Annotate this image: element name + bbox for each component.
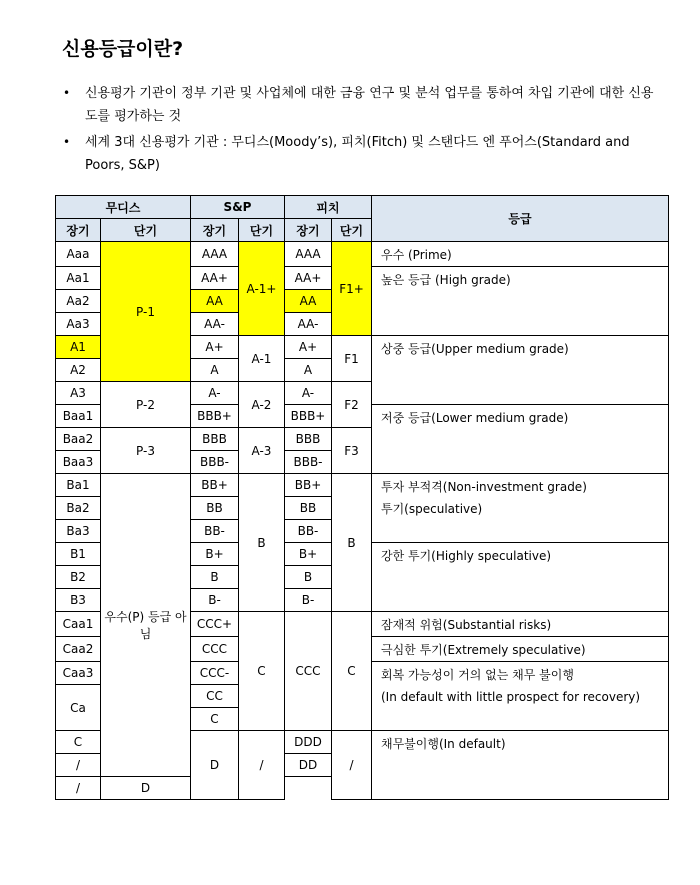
- fitch-long-cell: B: [285, 566, 332, 589]
- moodys-long-cell: Aa2: [56, 290, 101, 313]
- sp-short-cell: C: [239, 612, 285, 731]
- grade-cell: 채무불이행(In default): [372, 731, 669, 800]
- header-fitch-short: 단기: [332, 219, 372, 242]
- header-moodys-long: 장기: [56, 219, 101, 242]
- moodys-long-cell: Aa1: [56, 267, 101, 290]
- moodys-long-cell: B2: [56, 566, 101, 589]
- grade-cell: 투자 부적격(Non-investment grade) 투기(speculative): [372, 474, 669, 543]
- grade-cell: 극심한 투기(Extremely speculative): [372, 637, 669, 662]
- moodys-long-cell: Baa2: [56, 428, 101, 451]
- fitch-long-cell: B+: [285, 543, 332, 566]
- sp-long-cell: B-: [191, 589, 239, 612]
- moodys-long-cell: A1: [56, 336, 101, 359]
- moodys-long-cell: B3: [56, 589, 101, 612]
- sp-long-cell: BB-: [191, 520, 239, 543]
- fitch-long-cell: A: [285, 359, 332, 382]
- header-sp-short: 단기: [239, 219, 285, 242]
- fitch-long-cell: BB: [285, 497, 332, 520]
- grade-cell: 저중 등급(Lower medium grade): [372, 405, 669, 474]
- bullet-list: [62, 82, 662, 180]
- moodys-long-cell: Ca: [56, 685, 101, 731]
- fitch-short-cell: F3: [332, 428, 372, 474]
- moodys-long-cell: Caa3: [56, 662, 101, 685]
- fitch-long-cell: BB+: [285, 474, 332, 497]
- moodys-short-cell: 우수(P) 등급 아님: [101, 474, 191, 777]
- fitch-short-cell: F1: [332, 336, 372, 382]
- moodys-short-cell: P-2: [101, 382, 191, 428]
- sp-short-cell: A-1: [239, 336, 285, 382]
- header-fitch-long: 장기: [285, 219, 332, 242]
- fitch-long-cell: B-: [285, 589, 332, 612]
- sp-long-cell: A: [191, 359, 239, 382]
- bullet-item: [62, 131, 662, 177]
- moodys-long-cell: A3: [56, 382, 101, 405]
- sp-long-cell: AA: [191, 290, 239, 313]
- moodys-long-cell: Caa1: [56, 612, 101, 637]
- fitch-long-cell: AA-: [285, 313, 332, 336]
- bullet-text: 세계 3대 신용평가 기관 : 무디스(Moody’s), 피치(Fitch) 및 스탠다드 엔 푸어스(Standard and Poors, S&P): [85, 135, 630, 173]
- sp-long-cell: BBB-: [191, 451, 239, 474]
- bullet-item: [62, 82, 662, 128]
- sp-long-cell: B+: [191, 543, 239, 566]
- sp-long-cell: C: [191, 708, 239, 731]
- bullet-icon: •: [63, 86, 71, 100]
- fitch-long-cell: BBB+: [285, 405, 332, 428]
- table-row: [56, 242, 669, 267]
- fitch-long-cell: AAA: [285, 242, 332, 267]
- moodys-long-cell: /: [56, 754, 101, 777]
- sp-long-cell: B: [191, 566, 239, 589]
- sp-short-cell: A-1+: [239, 242, 285, 336]
- fitch-short-cell: B: [332, 474, 372, 612]
- moodys-long-cell: A2: [56, 359, 101, 382]
- moodys-short-cell: P-3: [101, 428, 191, 474]
- sp-long-cell: CCC+: [191, 612, 239, 637]
- sp-long-cell: D: [191, 731, 239, 800]
- moodys-short-cell: P-1: [101, 242, 191, 382]
- sp-short-cell: B: [239, 474, 285, 612]
- moodys-long-cell: Caa2: [56, 637, 101, 662]
- header-fitch: 피치: [285, 196, 372, 219]
- fitch-long-cell: BB-: [285, 520, 332, 543]
- moodys-long-cell: Baa1: [56, 405, 101, 428]
- sp-long-cell: BB+: [191, 474, 239, 497]
- fitch-long-cell: CCC: [285, 612, 332, 731]
- fitch-long-cell: BBB-: [285, 451, 332, 474]
- sp-long-cell: BB: [191, 497, 239, 520]
- moodys-long-cell: Ba2: [56, 497, 101, 520]
- sp-long-cell: BBB+: [191, 405, 239, 428]
- table-row: [56, 474, 669, 497]
- fitch-long-cell: AA+: [285, 267, 332, 290]
- sp-long-cell: CCC: [191, 637, 239, 662]
- grade-cell: 잠재적 위험(Substantial risks): [372, 612, 669, 637]
- sp-long-cell: BBB: [191, 428, 239, 451]
- moodys-long-cell: Ba3: [56, 520, 101, 543]
- moodys-long-cell: Ba1: [56, 474, 101, 497]
- header-moodys: 무디스: [56, 196, 191, 219]
- grade-cell: 강한 투기(Highly speculative): [372, 543, 669, 612]
- moodys-long-cell: /: [56, 777, 101, 800]
- credit-rating-table: [55, 195, 669, 800]
- moodys-long-cell: C: [56, 731, 101, 754]
- bullet-text: 신용평가 기관이 정부 기관 및 사업체에 대한 금융 연구 및 분석 업무를 통하여 차입 기관에 대한 신용도를 평가하는 것: [85, 86, 654, 124]
- fitch-short-cell: F2: [332, 382, 372, 428]
- moodys-long-cell: Baa3: [56, 451, 101, 474]
- sp-short-cell: /: [239, 731, 285, 800]
- moodys-long-cell: Aa3: [56, 313, 101, 336]
- fitch-short-cell: C: [332, 612, 372, 731]
- fitch-long-cell: BBB: [285, 428, 332, 451]
- grade-cell: 우수 (Prime): [372, 242, 669, 267]
- grade-cell: 높은 등급 (High grade): [372, 267, 669, 336]
- sp-long-cell: AA-: [191, 313, 239, 336]
- grade-cell: 회복 가능성이 거의 없는 채무 불이행 (In default with little prospect for recovery): [372, 662, 669, 731]
- grade-cell: 상중 등급(Upper medium grade): [372, 336, 669, 405]
- fitch-short-cell: F1+: [332, 242, 372, 336]
- header-sp-long: 장기: [191, 219, 239, 242]
- sp-short-cell: A-3: [239, 428, 285, 474]
- header-moodys-short: 단기: [101, 219, 191, 242]
- sp-long-cell: CCC-: [191, 662, 239, 685]
- fitch-short-cell: /: [332, 731, 372, 800]
- fitch-long-cell: D: [101, 777, 191, 800]
- fitch-long-cell: AA: [285, 290, 332, 313]
- moodys-long-cell: B1: [56, 543, 101, 566]
- header-row: [56, 196, 669, 219]
- header-sp: S&P: [191, 196, 285, 219]
- sp-long-cell: AA+: [191, 267, 239, 290]
- fitch-long-cell: A-: [285, 382, 332, 405]
- header-grade: 등급: [372, 196, 669, 242]
- moodys-long-cell: Aaa: [56, 242, 101, 267]
- sp-long-cell: A+: [191, 336, 239, 359]
- fitch-long-cell: DDD: [285, 731, 332, 754]
- fitch-long-cell: A+: [285, 336, 332, 359]
- page-title: 신용등급이란?: [62, 38, 184, 60]
- bullet-icon: •: [63, 135, 71, 149]
- sp-long-cell: A-: [191, 382, 239, 405]
- sp-long-cell: AAA: [191, 242, 239, 267]
- sp-short-cell: A-2: [239, 382, 285, 428]
- fitch-long-cell: DD: [285, 754, 332, 777]
- sp-long-cell: CC: [191, 685, 239, 708]
